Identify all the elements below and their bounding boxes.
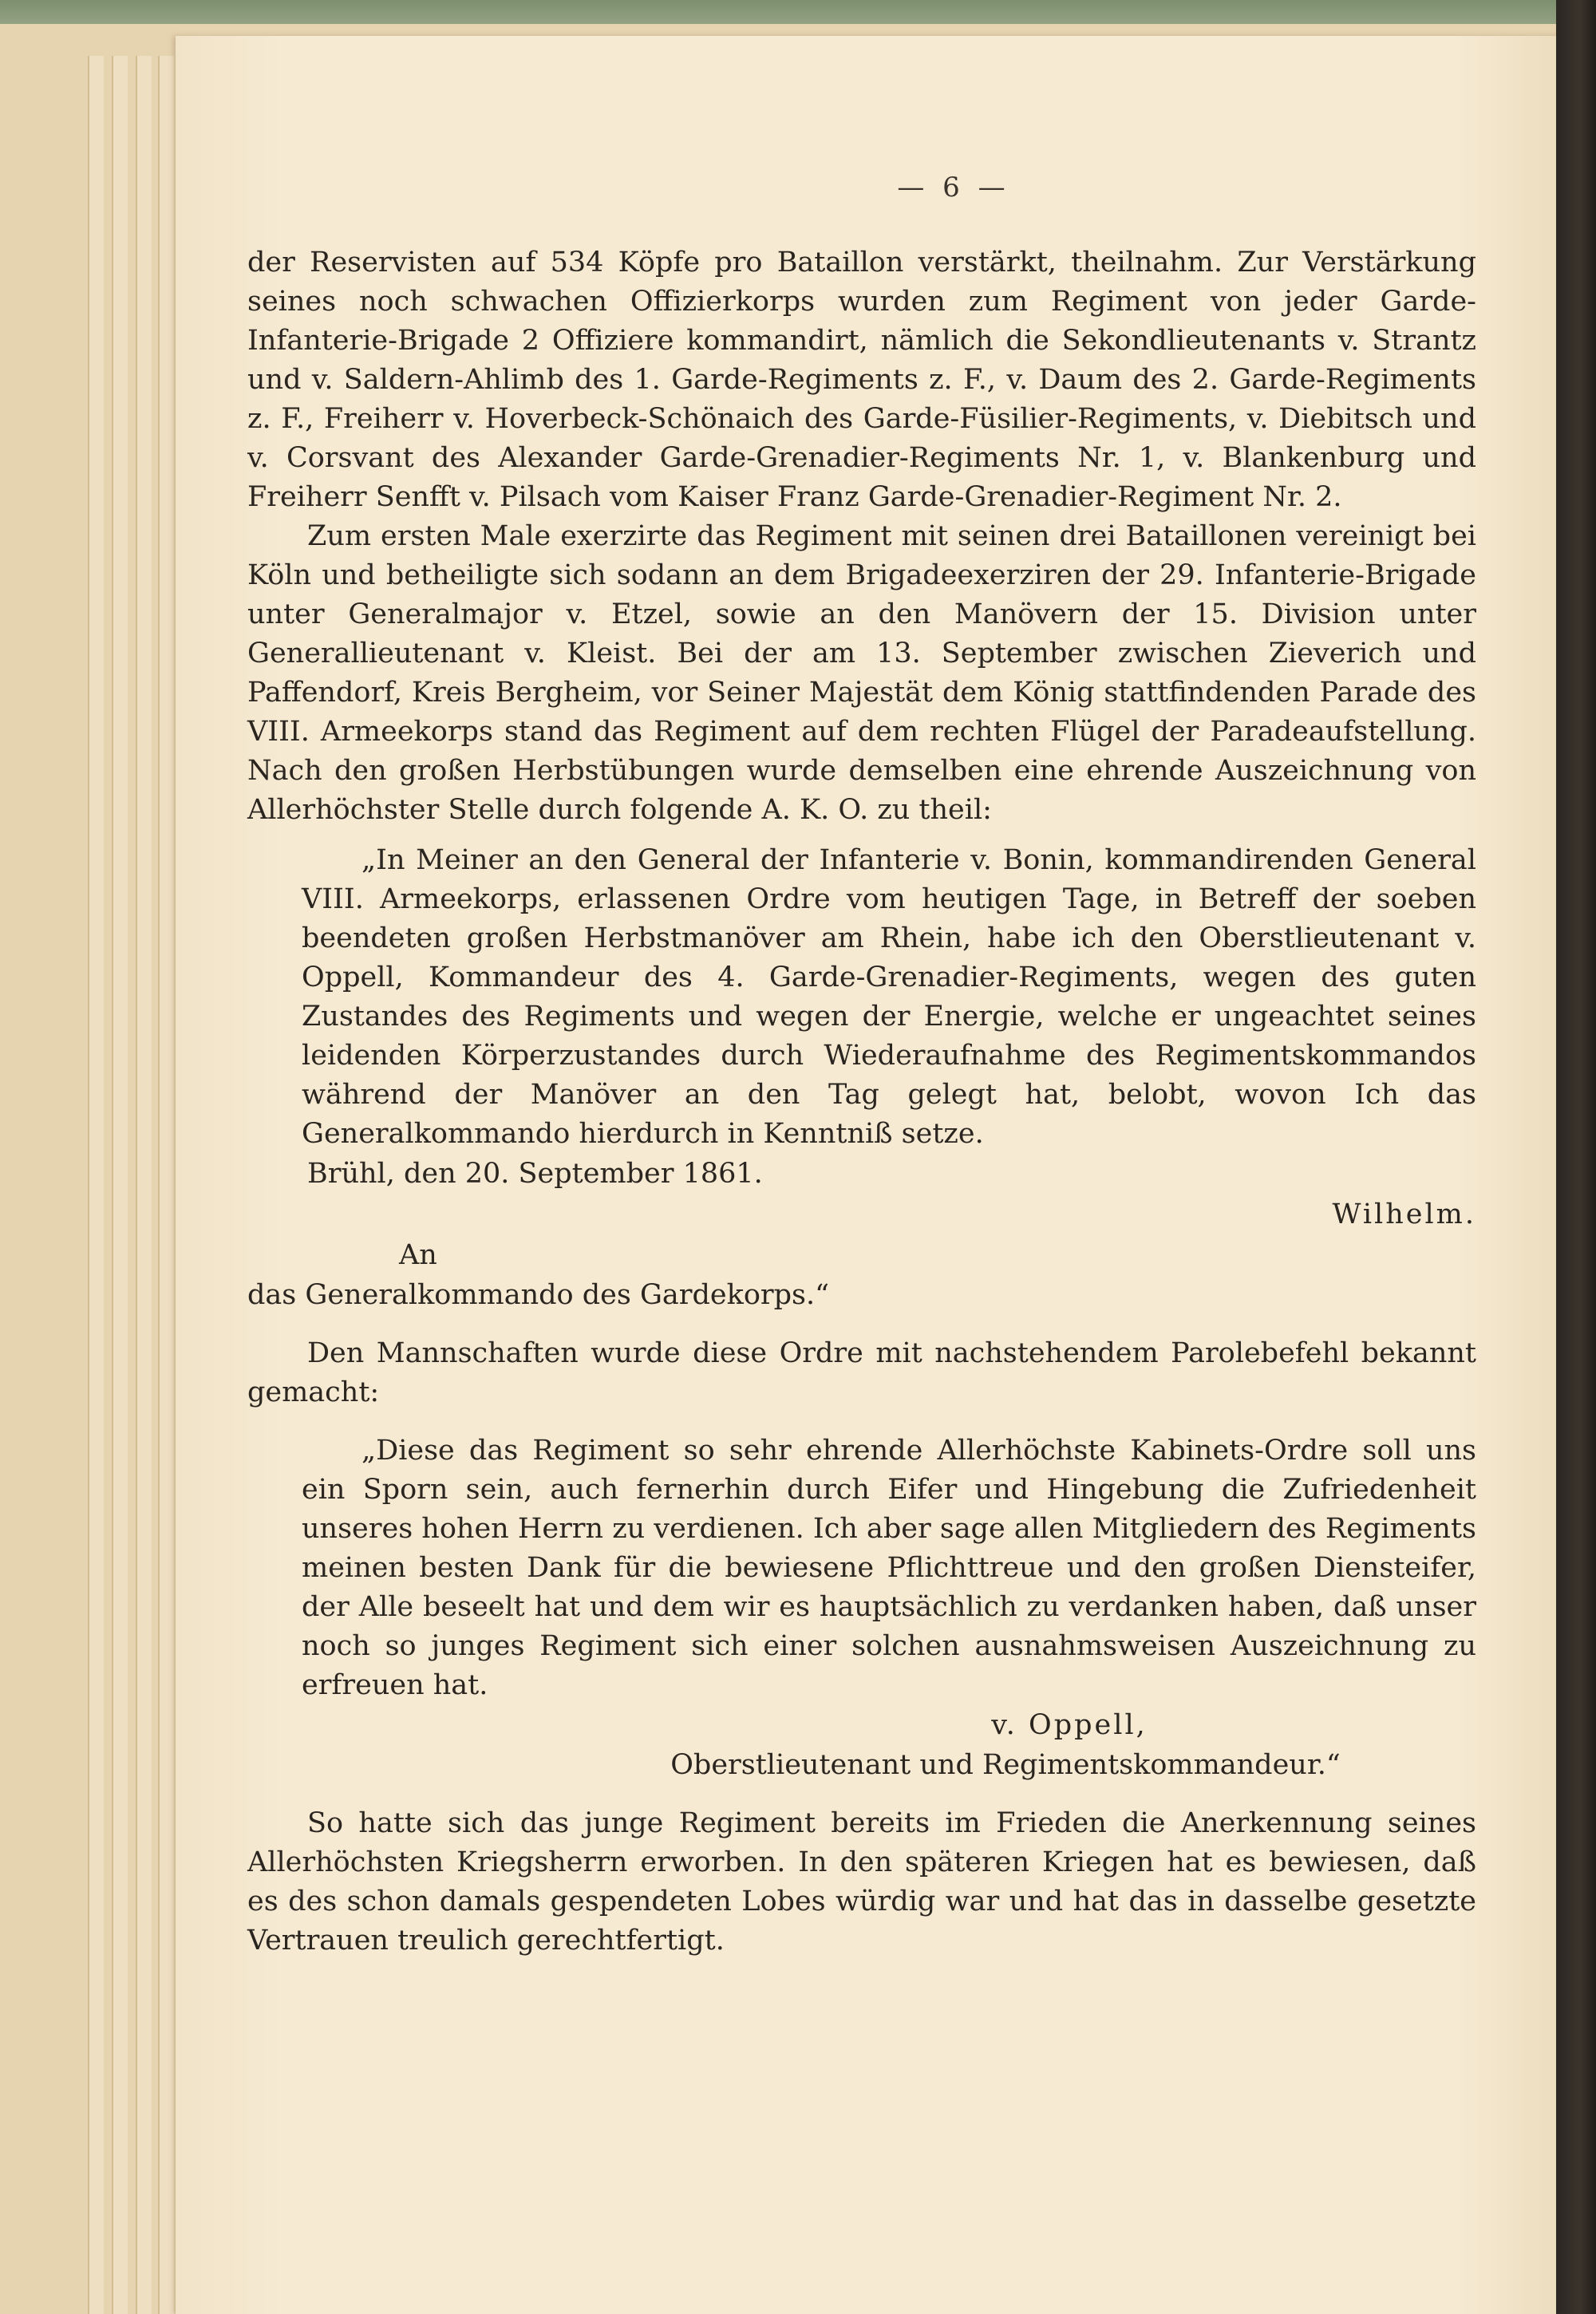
paragraph-conclusion: So hatte sich das junge Regiment bereits im Frieden die Anerkennung seines Allerhöchsten Kriegsherrn erworben. In den späteren Kriegen hat es bewiesen, daß es des schon damals gespendeten Lobes würdig war und hat das in dasselbe gesetzte Vertrauen treulich gerechtfertigt.	[247, 1807, 1476, 1957]
signature-wilhelm: Wilhelm.	[1332, 1198, 1476, 1230]
page-edge	[136, 56, 152, 2314]
page-number: — 6 —	[897, 172, 1010, 203]
page-body	[247, 243, 1476, 1961]
book-cover-right	[1556, 0, 1596, 2314]
signature-oppell: v. Oppell,	[991, 1709, 1148, 1741]
address-an: An	[399, 1239, 437, 1271]
page-edge	[88, 56, 104, 2314]
quote-parole-order: „Diese das Regiment so sehr ehrende Allerhöchste Kabinets-Ordre soll uns ein Sporn sein, auch fernerhin durch Eifer und Hingebung die Zufriedenheit unseres hohen Herrn zu verdienen. Ich aber sage allen Mitgliedern des Regiments meinen besten Dank für die bewiesene Pflichttreue und den großen Diensteifer, der Alle beseelt hat und dem wir es hauptsächlich zu verdanken haben, daß unser noch so junges Regiment sich einer solchen ausnahmsweisen Auszeichnung zu erfreuen hat.	[302, 1435, 1476, 1701]
order-date: Brühl, den 20. September 1861.	[307, 1158, 763, 1190]
paragraph-first-exercise: Zum ersten Male exerzirte das Regiment mit seinen drei Bataillonen vereinigt bei Köln und betheiligte sich sodann an dem Brigadeexerziren der 29. Infanterie-Brigade unter Generalmajor v. Etzel, sowie an den Manövern der 15. Division unter Generallieutenant v. Kleist. Bei der am 13. September zwischen Zieverich und Paffendorf, Kreis Bergheim, vor Seiner Majestät dem König stattfindenden Parade des VIII. Armeekorps stand das Regiment auf dem rechten Flügel der Paradeaufstellung. Nach den großen Herbstübungen wurde demselben eine ehrende Auszeichnung von Allerhöchster Stelle durch folgende A. K. O. zu theil:	[247, 520, 1476, 826]
quote-cabinet-order: „In Meiner an den General der Infanterie v. Bonin, kommandirenden General VIII. Armeekorps, erlassenen Ordre vom heutigen Tage, in Betreff der soeben beendeten großen Herbstmanöver am Rhein, habe ich den Oberstlieutenant v. Oppell, Kommandeur des 4. Garde-Grenadier-Regiments, wegen des guten Zustandes des Regiments und wegen der Energie, welche er ungeachtet seines leidenden Körperzustandes durch Wiederaufnahme des Regimentskommandos während der Manöver an den Tag gelegt hat, belobt, wovon Ich das Generalkommando hierdurch in Kenntniß setze.	[302, 844, 1476, 1150]
page-edge	[158, 56, 174, 2314]
address-recipient: das Generalkommando des Gardekorps.“	[247, 1279, 830, 1311]
signature-oppell-title: Oberstlieutenant und Regimentskommandeur.“	[670, 1749, 1341, 1781]
paragraph-reservists: der Reservisten auf 534 Köpfe pro Bataillon verstärkt, theilnahm. Zur Verstärkung seines noch schwachen Offizierkorps wurden zum Regiment von jeder Garde-Infanterie-Brigade 2 Offiziere kommandirt, nämlich die Sekondlieutenants v. Strantz und v. Saldern-Ahlimb des 1. Garde-Regiments z. F., v. Daum des 2. Garde-Regiments z. F., Freiherr v. Hoverbeck-Schönaich des Garde-Füsilier-Regiments, v. Diebitsch und v. Corsvant des Alexander Garde-Grenadier-Regiments Nr. 1, v. Blankenburg und Freiherr Senfft v. Pilsach vom Kaiser Franz Garde-Grenadier-Regiment Nr. 2.	[247, 247, 1476, 513]
paragraph-announcement: Den Mannschaften wurde diese Ordre mit nachstehendem Parolebefehl bekannt gemacht:	[247, 1337, 1476, 1408]
page-edge	[112, 56, 128, 2314]
